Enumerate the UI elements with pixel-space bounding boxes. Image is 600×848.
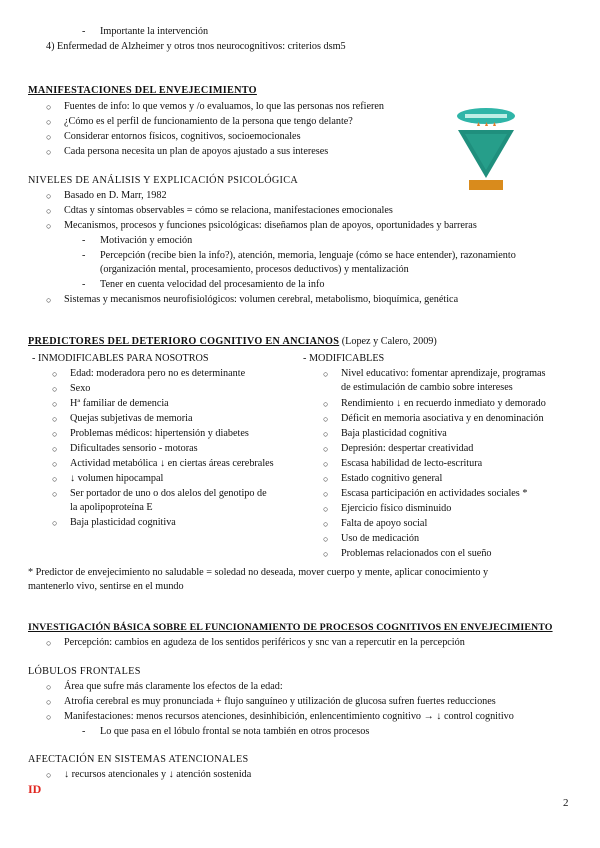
manifestaciones-heading: MANIFESTACIONES DEL ENVEJECIMIENTO [28,85,257,96]
mod-item-5: ○ Depresión: despertar creatividad [341,442,473,456]
modificables-header: - MODIFICABLES [303,353,385,364]
inmod-item-10: ○ Baja plasticidad cognitiva [70,516,176,530]
inmod-item-2: ○ Sexo [70,382,90,396]
investigacion-item: ○ Percepción: cambios en agudeza de los sentidos periféricos y snc van a repercutir en la percepción [64,636,465,650]
mod-item-1-cont: de estimulación de cambio sobre intereses [341,382,513,393]
top-dash-item: - Importante la intervención [100,25,208,39]
mod-item-6: ○ Escasa habilidad de lecto-escritura [341,457,482,471]
manifestaciones-item-4: ○ Cada persona necesita un plan de apoyos ajustado a sus intereses [64,145,328,159]
lobulos-heading: LÓBULOS FRONTALES [28,666,141,677]
niveles-subitem-3: - Tener en cuenta velocidad del procesamiento de la info [100,278,324,292]
niveles-item-1: ○ Basado en D. Marr, 1982 [64,189,167,203]
mod-item-9: ○ Ejercicio físico disminuido [341,502,451,516]
mod-item-1: ○ Nivel educativo: fomentar aprendizaje, programas [341,367,546,381]
inmod-item-9: ○ Ser portador de uno o dos alelos del genotipo de [70,487,267,501]
inmod-item-4: ○ Quejas subjetivas de memoria [70,412,193,426]
mod-item-10: ○ Falta de apoyo social [341,517,427,531]
inmod-item-5: ○ Problemas médicos: hipertensión y diabetes [70,427,249,441]
inmodificables-header: - INMODIFICABLES PARA NOSOTROS [32,353,209,364]
predictores-heading: PREDICTORES DEL DETERIORO COGNITIVO EN ANCIANOS [28,336,340,347]
mod-item-2: ○ Rendimiento ↓ en recuerdo inmediato y demorado [341,397,546,411]
predictores-citation: (Lopez y Calero, 2009) [339,336,437,347]
mod-item-7: ○ Estado cognitivo general [341,472,442,486]
manifestaciones-item-3: ○ Considerar entornos físicos, cognitivos, socioemocionales [64,130,301,144]
niveles-item-4: ○ Sistemas y mecanismos neurofisiológicos: volumen cerebral, metabolismo, bioquímica, genética [64,293,458,307]
mod-item-4: ○ Baja plasticidad cognitiva [341,427,447,441]
mod-item-11: ○ Uso de medicación [341,532,419,546]
predictores-footnote-1: * Predictor de envejecimiento no saludable = soledad no deseada, mover cuerpo y mente, aplicar conocimiento y [28,567,489,578]
lobulos-subitem: - Lo que pasa en el lóbulo frontal se nota también en otros procesos [100,725,369,739]
inmod-item-9-cont: la apolipoproteína E [70,502,153,513]
investigacion-heading: INVESTIGACIÓN BÁSICA SOBRE EL FUNCIONAMIENTO DE PROCESOS COGNITIVOS EN ENVEJECIMIENTO [28,622,553,633]
mod-item-12: ○ Problemas relacionados con el sueño [341,547,492,561]
numbered-item-4: 4) Enfermedad de Alzheimer y otros tnos neurocognitivos: criterios dsm5 [46,41,346,52]
page-number: 2 [563,797,569,809]
niveles-item-2: ○ Cdtas y síntomas observables = cómo se relaciona, manifestaciones emocionales [64,204,393,218]
niveles-item-3: ○ Mecanismos, procesos y funciones psicológicas: diseñamos plan de apoyos, oportunidades y barreras [64,219,477,233]
predictores-footnote-2: mantenerlo vivo, sentirse en el mundo [28,581,184,592]
id-label: ID [28,782,42,796]
afectacion-heading: AFECTACIÓN EN SISTEMAS ATENCIONALES [28,754,249,765]
pyramid-top-band [465,114,507,118]
inmod-item-3: ○ Hª familiar de demencia [70,397,169,411]
niveles-heading: NIVELES DE ANÁLISIS Y EXPLICACIÓN PSICOLÓGICA [28,175,298,186]
mod-item-3: ○ Déficit en memoria asociativa y en denominación [341,412,544,426]
inmod-item-6: ○ Dificultades sensorio - motoras [70,442,198,456]
pyramid-diagram [455,106,517,194]
niveles-subitem-2: - Percepción (recibe bien la info?), atención, memoria, lenguaje (cómo se hace entender), razonamiento [100,249,516,263]
afectacion-item: ○ ↓ recursos atencionales y ↓ atención sostenida [64,768,251,782]
mod-item-8: ○ Escasa participación en actividades sociales * [341,487,527,501]
niveles-subitem-2-cont: (organización mental, procesamiento, procesos deductivos) y mentalización [100,264,409,275]
manifestaciones-item-2: ○ ¿Cómo es el perfil de funcionamiento de la persona que tengo delante? [64,115,353,129]
manifestaciones-item-1: ○ Fuentes de info: lo que vemos y /o evaluamos, lo que las personas nos refieren [64,100,384,114]
lobulos-item-1: ○ Área que sufre más claramente los efectos de la edad: [64,680,283,694]
predictores-heading-row [28,335,437,349]
lobulos-item-2: ○ Atrofia cerebral es muy pronunciada + flujo sanguíneo y utilización de glucosa sufren fuertes reducciones [64,695,496,709]
niveles-subitem-1: - Motivación y emoción [100,234,192,248]
inmod-item-8: ○ ↓ volumen hipocampal [70,472,163,486]
pyramid-base [469,180,503,190]
lobulos-item-3: ○ Manifestaciones: menos recursos atenciones, desinhibición, enlencentimiento cognitivo → ↓ control cognitivo [64,710,514,724]
inmod-item-1: ○ Edad: moderadora pero no es determinante [70,367,245,381]
inmod-item-7: ○ Actividad metabólica ↓ en ciertas áreas cerebrales [70,457,274,471]
